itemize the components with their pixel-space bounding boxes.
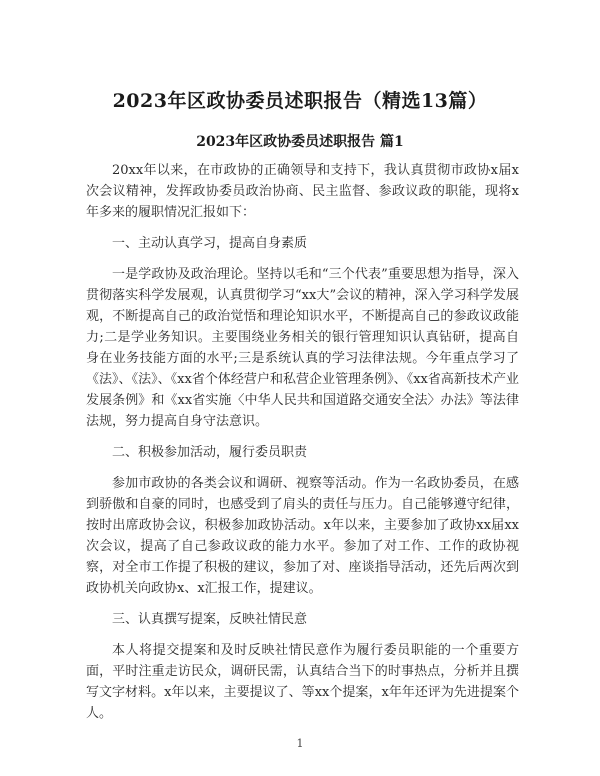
section-heading-2: 二、积极参加活动，履行委员职责 bbox=[112, 445, 308, 460]
section-body-2: 参加市政协的各类会议和调研、视察等活动。作为一名政协委员，在感到骄傲和自豪的同时，也感受到了肩头的责任与压力。自己能够遵守纪律，按时出席政协会议，积极参加政协活动。x年以来，主要参加了政协xx届xx次会议，提高了自己参政议政的能力水平。参加了对工作、工作的政协视察，对全市工作提了积极的建议，参加了对、座谈指导活动，还先后两次到政协机关向政协x、x汇报工作，提建议。 bbox=[86, 476, 519, 596]
section-body-3: 本人将提交提案和及时反映社情民意作为履行委员职能的一个重要方面，平时注重走访民众，调研民需，认真结合当下的时事热点，分析并且撰写文字材料。x年以来，主要提议了、等xx个提案，x年年还评为先进提案个人。 bbox=[86, 643, 519, 721]
section-body-1: 一是学政协及政治理论。坚持以毛和“三个代表”重要思想为指导，深入贯彻落实科学发展观，认真贯彻学习“xx大”会议的精神，深入学习科学发展观，不断提高自己的政治觉悟和理论知识水平，不断提高自己的参政议政能力;二是学业务知识。主要围绕业务相关的银行管理知识认真钻研，提高自身在业务技能方面的水平;三是系统认真的学习法律法规。今年重点学习了《法》、《法》、《xx省个体经营户和私营企业管理条例》、《xx省高新技术产业发展条例》和《xx省实施〈中华人民共和国道路交通安全法〉办法》等法律法规，努力提高自身守法意识。 bbox=[86, 267, 519, 429]
document-subtitle: 2023年区政协委员述职报告 篇1 bbox=[196, 134, 404, 150]
document-title: 2023年区政协委员述职报告（精选13篇） bbox=[112, 90, 488, 112]
intro-paragraph: 20xx年以来，在市政协的正确领导和支持下，我认真贯彻市政协x届x次会议精神，发挥政协委员政治协商、民主监督、参政议政的职能，现将x年多来的履职情况汇报如下： bbox=[86, 163, 519, 220]
section-heading-1: 一、主动认真学习，提高自身素质 bbox=[112, 236, 308, 251]
document-body bbox=[86, 160, 519, 734]
page-number: 1 bbox=[296, 737, 304, 750]
section-heading-3: 三、认真撰写提案，反映社情民意 bbox=[112, 612, 308, 627]
